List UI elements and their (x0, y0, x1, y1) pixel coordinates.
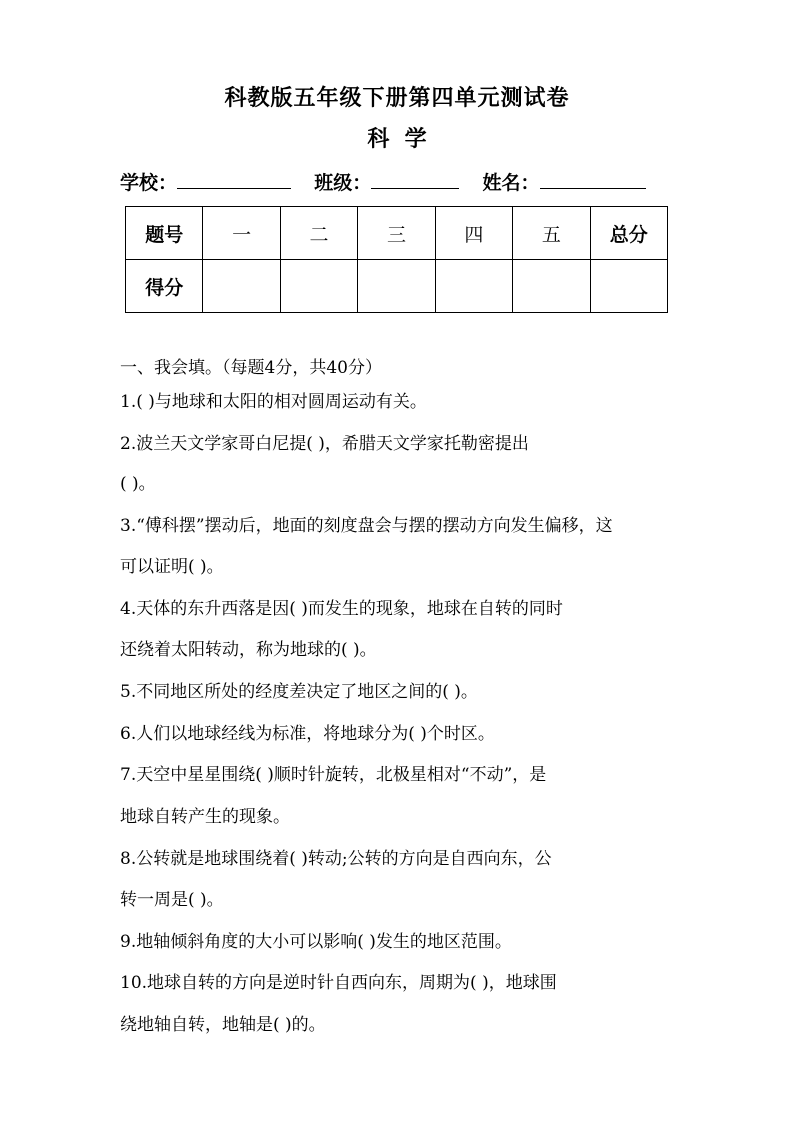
question-line: 7.天空中星星围绕( )顺时针旋转，北极星相对“不动”，是 (120, 765, 547, 785)
question-line: 4.天体的东升西落是因( )而发生的现象，地球在自转的同时 (120, 599, 563, 619)
exam-title: 科教版五年级下册第四单元测试卷 (224, 85, 570, 111)
question-line: 还绕着太阳转动，称为地球的( )。 (120, 640, 377, 660)
question-line: 10.地球自转的方向是逆时针自西向东，周期为( )，地球围 (120, 973, 557, 993)
score-cell-2[interactable] (280, 260, 357, 313)
question-line: 2.波兰天文学家哥白尼提( )，希腊天文学家托勒密提出 (120, 434, 529, 454)
table-header-label: 题号 (126, 207, 203, 260)
column-total: 总分 (590, 207, 667, 260)
name-blank[interactable] (540, 166, 646, 189)
question-line: 可以证明( )。 (120, 557, 224, 577)
score-cell-4[interactable] (435, 260, 512, 313)
name-label: 姓名： (482, 172, 540, 194)
question-line: 3.“傅科摆”摆动后，地面的刻度盘会与摆的摆动方向发生偏移，这 (120, 516, 613, 536)
question-line: 地球自转产生的现象。 (120, 807, 290, 827)
score-cell-5[interactable] (513, 260, 590, 313)
exam-subject: 科 学 (367, 126, 427, 152)
section-heading: 一、我会填。（每题4分，共40分） (120, 358, 382, 378)
class-blank[interactable] (371, 166, 459, 189)
column-5: 五 (513, 207, 590, 260)
question-line: 6.人们以地球经线为标准，将地球分为( )个时区。 (120, 724, 495, 744)
score-table-score-row (126, 260, 668, 313)
school-label: 学校： (120, 172, 178, 194)
student-info-row (120, 166, 680, 198)
column-4: 四 (435, 207, 512, 260)
question-line: 8.公转就是地球围绕着( )转动;公转的方向是自西向东，公 (120, 849, 552, 869)
score-row-label: 得分 (126, 260, 203, 313)
score-cell-3[interactable] (358, 260, 435, 313)
school-blank[interactable] (177, 166, 291, 189)
question-line: 5.不同地区所处的经度差决定了地区之间的( )。 (120, 682, 478, 702)
score-table-header-row (126, 207, 668, 260)
question-line: ( )。 (120, 474, 156, 494)
column-2: 二 (280, 207, 357, 260)
score-cell-total[interactable] (590, 260, 667, 313)
question-line: 绕地轴自转，地轴是( )的。 (120, 1015, 326, 1035)
question-line: 9.地轴倾斜角度的大小可以影响( )发生的地区范围。 (120, 932, 512, 952)
score-table (125, 206, 668, 313)
column-1: 一 (203, 207, 280, 260)
question-line: 1.( )与地球和太阳的相对圆周运动有关。 (120, 392, 427, 412)
class-label: 班级： (314, 172, 372, 194)
score-cell-1[interactable] (203, 260, 280, 313)
question-line: 转一周是( )。 (120, 890, 224, 910)
column-3: 三 (358, 207, 435, 260)
